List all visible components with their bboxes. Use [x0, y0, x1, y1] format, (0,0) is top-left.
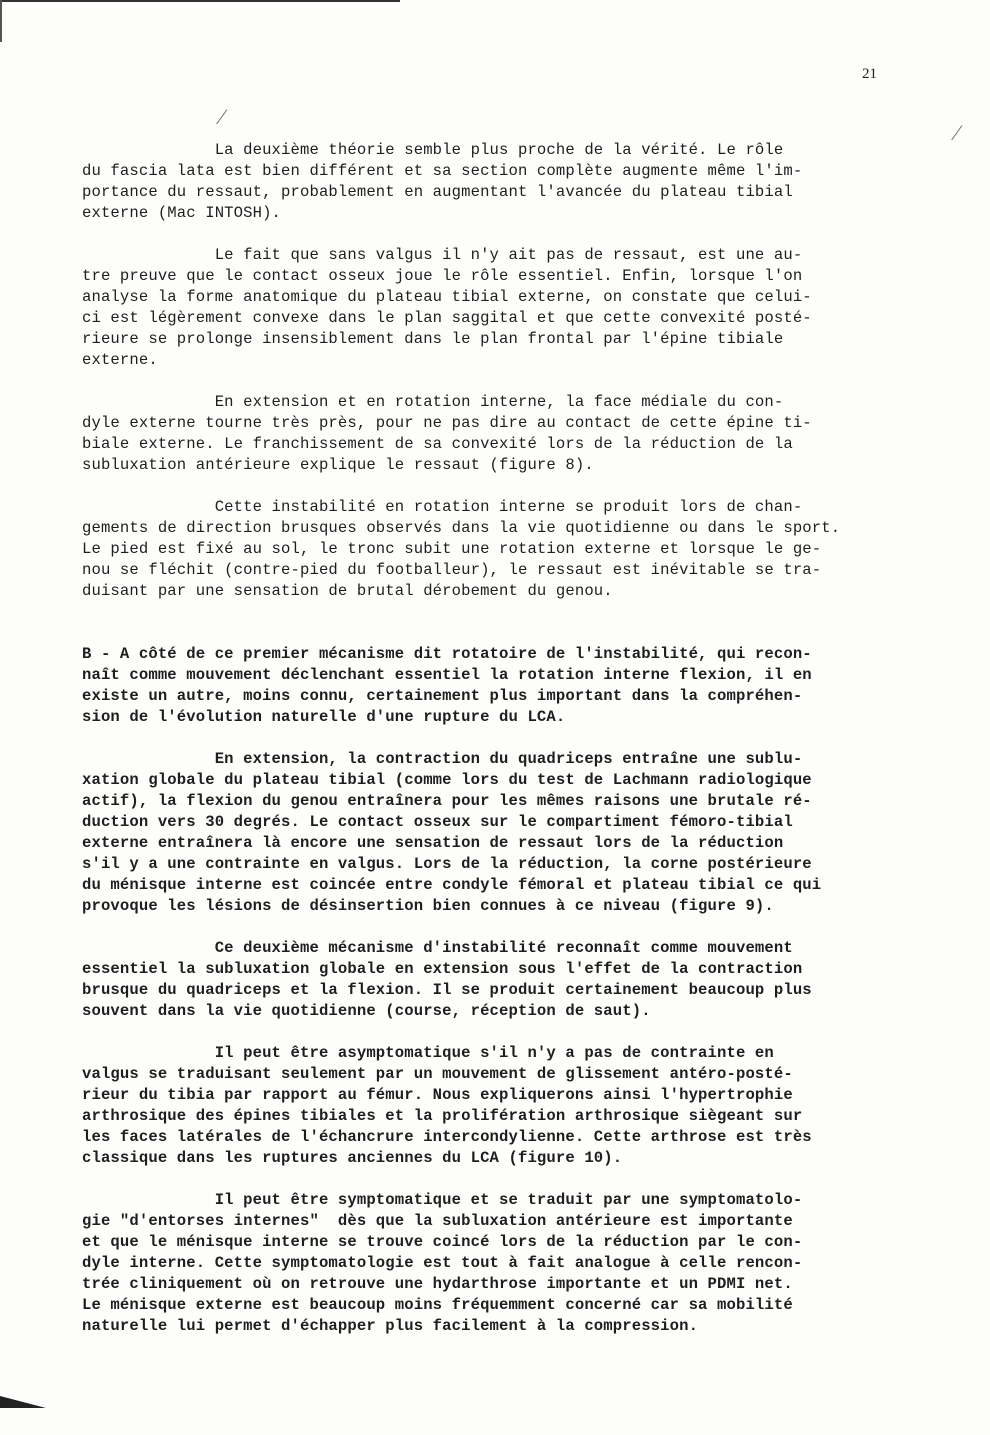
section-gap [82, 623, 932, 644]
text-line: actif), la flexion du genou entraînera pour les mêmes raisons une brutale ré- [82, 792, 812, 810]
document-body [82, 140, 932, 1337]
pencil-mark: ⁄ [955, 120, 959, 145]
paragraph [82, 749, 932, 917]
paragraph [82, 644, 932, 728]
paragraph [82, 497, 932, 602]
text-line: arthrosique des épines tibiales et la prolifération arthrosique siègeant sur [82, 1107, 803, 1125]
text-line: du ménisque interne est coincée entre condyle fémoral et plateau tibial ce qui [82, 876, 822, 894]
text-line: naît comme mouvement déclenchant essentiel la rotation interne flexion, il en [82, 666, 812, 684]
paragraph [82, 140, 932, 224]
text-line: s'il y a une contrainte en valgus. Lors de la réduction, la corne postérieure [82, 855, 812, 873]
paragraph-gap [82, 224, 932, 245]
text-line: sion de l'évolution naturelle d'une rupture du LCA. [82, 708, 566, 726]
text-line: externe. [82, 351, 158, 369]
text-line: les faces latérales de l'échancrure intercondylienne. Cette arthrose est très [82, 1128, 812, 1146]
paragraph [82, 392, 932, 476]
text-line: dyle externe tourne très près, pour ne pas dire au contact de cette épine ti- [82, 414, 812, 432]
scan-corner-shadow [0, 1396, 46, 1408]
text-line: Ce deuxième mécanisme d'instabilité reconnaît comme mouvement [82, 939, 793, 957]
text-line: essentiel la subluxation globale en extension sous l'effet de la contraction [82, 960, 803, 978]
text-line: B - A côté de ce premier mécanisme dit rotatoire de l'instabilité, qui recon- [82, 645, 812, 663]
text-line: duisant par une sensation de brutal dérobement du genou. [82, 582, 613, 600]
text-line: existe un autre, moins connu, certainement plus important dans la compréhen- [82, 687, 803, 705]
text-line: rieure se prolonge insensiblement dans le plan frontal par l'épine tibiale [82, 330, 784, 348]
text-line: En extension et en rotation interne, la face médiale du con- [82, 393, 784, 411]
text-line: gements de direction brusques observés dans la vie quotidienne ou dans le sport. [82, 519, 841, 537]
text-line: duction vers 30 degrés. Le contact osseux sur le compartiment fémoro-tibial [82, 813, 793, 831]
text-line: xation globale du plateau tibial (comme lors du test de Lachmann radiologique [82, 771, 812, 789]
text-line: trée cliniquement où on retrouve une hydarthrose importante et un PDMI net. [82, 1275, 793, 1293]
text-line: En extension, la contraction du quadriceps entraîne une sublu- [82, 750, 803, 768]
paragraph [82, 1190, 932, 1337]
text-line: gie "d'entorses internes" dès que la subluxation antérieure est importante [82, 1212, 793, 1230]
text-line: portance du ressaut, probablement en augmentant l'avancée du plateau tibial [82, 183, 793, 201]
page-number: 21 [862, 66, 877, 82]
text-line: biale externe. Le franchissement de sa convexité lors de la réduction de la [82, 435, 793, 453]
text-line: souvent dans la vie quotidienne (course, réception de saut). [82, 1002, 651, 1020]
text-line: externe entraînera là encore une sensation de ressaut lors de la réduction [82, 834, 784, 852]
text-line: provoque les lésions de désinsertion bien connues à ce niveau (figure 9). [82, 897, 774, 915]
text-line: classique dans les ruptures anciennes du LCA (figure 10). [82, 1149, 623, 1167]
text-line: rieur du tibia par rapport au fémur. Nous expliquerons ainsi l'hypertrophie [82, 1086, 793, 1104]
paragraph [82, 938, 932, 1022]
text-line: Le ménisque externe est beaucoup moins fréquemment concerné car sa mobilité [82, 1296, 793, 1314]
text-line: externe (Mac INTOSH). [82, 204, 282, 222]
paragraph [82, 1043, 932, 1169]
paragraph-gap [82, 1169, 932, 1190]
text-line: La deuxième théorie semble plus proche de la vérité. Le rôle [82, 141, 784, 159]
text-line: subluxation antérieure explique le ressaut (figure 8). [82, 456, 594, 474]
pencil-mark: ⁄ [220, 104, 224, 129]
text-line: ci est légèrement convexe dans le plan saggital et que cette convexité posté- [82, 309, 812, 327]
text-line: Le fait que sans valgus il n'y ait pas de ressaut, est une au- [82, 246, 803, 264]
scan-top-border [0, 0, 400, 2]
text-line: tre preuve que le contact osseux joue le rôle essentiel. Enfin, lorsque l'on [82, 267, 803, 285]
paragraph-gap [82, 728, 932, 749]
paragraph-gap [82, 917, 932, 938]
paragraph-gap [82, 1022, 932, 1043]
text-line: nou se fléchit (contre-pied du footballeur), le ressaut est inévitable se tra- [82, 561, 822, 579]
text-line: brusque du quadriceps et la flexion. Il se produit certainement beaucoup plus [82, 981, 812, 999]
paragraph-gap [82, 476, 932, 497]
text-line: analyse la forme anatomique du plateau tibial externe, on constate que celui- [82, 288, 812, 306]
paragraph-gap [82, 602, 932, 623]
text-line: Il peut être asymptomatique s'il n'y a pas de contrainte en [82, 1044, 774, 1062]
text-line: Il peut être symptomatique et se traduit par une symptomatolo- [82, 1191, 803, 1209]
text-line: Le pied est fixé au sol, le tronc subit une rotation externe et lorsque le ge- [82, 540, 822, 558]
text-line: du fascia lata est bien différent et sa section complète augmente même l'im- [82, 162, 803, 180]
text-line: et que le ménisque interne se trouve coincé lors de la réduction par le con- [82, 1233, 803, 1251]
text-line: valgus se traduisant seulement par un mouvement de glissement antéro-posté- [82, 1065, 793, 1083]
paragraph [82, 245, 932, 371]
paragraph-gap [82, 371, 932, 392]
scan-left-edge [0, 0, 2, 42]
text-line: Cette instabilité en rotation interne se produit lors de chan- [82, 498, 803, 516]
text-line: naturelle lui permet d'échapper plus facilement à la compression. [82, 1317, 699, 1335]
text-line: dyle interne. Cette symptomatologie est tout à fait analogue à celle rencon- [82, 1254, 803, 1272]
